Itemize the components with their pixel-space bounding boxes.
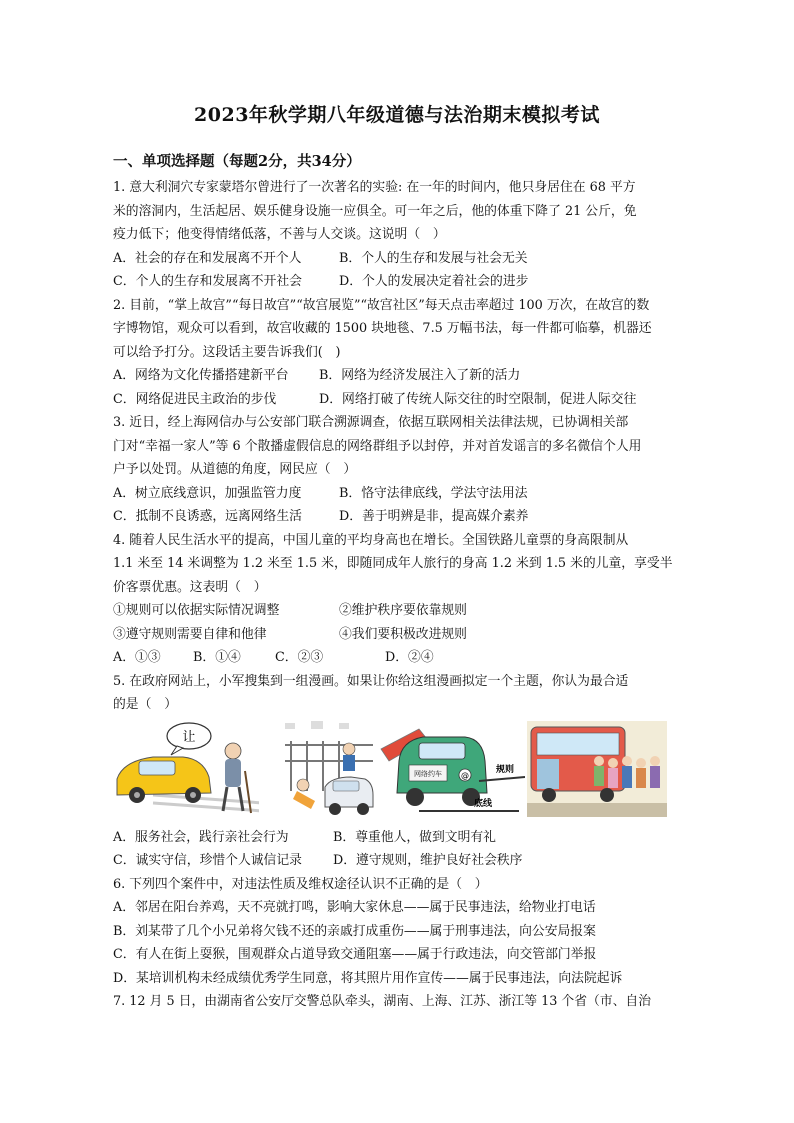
speech-bubble-text: 让 bbox=[182, 729, 196, 745]
statement-3: ③遵守规则需要自律和他律 bbox=[113, 626, 267, 642]
label-rule: 规则 bbox=[495, 764, 515, 775]
comic-taxi-yield bbox=[113, 721, 259, 817]
statement-1: ①规则可以依据实际情况调整 bbox=[113, 603, 280, 618]
question-4 bbox=[113, 529, 685, 670]
question-text: 2. 目前，“掌上故宫”“每日故宫”“故宫展览”“故宫社区”每天点击率超过 100 万次，在故宫的数 bbox=[113, 297, 650, 313]
car-sign-text: 网络约车 bbox=[414, 769, 442, 778]
question-text: 疫力低下；他变得情绪低落，不善与人交谈。这说明（ ） bbox=[113, 227, 446, 242]
option-a: A．树立底线意识，加强监管力度 bbox=[113, 485, 302, 501]
question-text: 的是（ ） bbox=[113, 697, 177, 712]
question-text: 1. 意大利洞穴专家蒙塔尔曾进行了一次著名的实验: 在一年的时间内，他只身居住在 68 平方 bbox=[113, 180, 636, 195]
option-c: C．②③ bbox=[275, 650, 324, 665]
comic-bus-queue bbox=[527, 721, 667, 817]
question-6 bbox=[113, 873, 685, 991]
option-a: A．邻居在阳台养鸡，天不亮就打鸣，影响大家休息——属于民事违法，给物业打电话 bbox=[113, 900, 596, 915]
question-text: 可以给予打分。这段话主要告诉我们( ) bbox=[113, 344, 341, 360]
option-b: B．刘某带了几个小兄弟将欠钱不还的亲戚打成重伤——属于刑事违法，向公安局报案 bbox=[113, 923, 596, 939]
option-a: A．网络为文化传播搭建新平台 bbox=[113, 368, 289, 383]
option-c: C．诚实守信，珍惜个人诚信记录 bbox=[113, 853, 302, 868]
question-1 bbox=[113, 176, 685, 294]
option-d: D．个人的发展决定着社会的进步 bbox=[339, 274, 529, 289]
option-b: B．个人的生存和发展与社会无关 bbox=[339, 250, 528, 266]
exam-content bbox=[113, 150, 685, 1014]
question-5 bbox=[113, 670, 685, 873]
option-a: A．社会的存在和发展离不开个人 bbox=[113, 250, 302, 266]
question-text: 门对“幸福一家人”等 6 个散播虚假信息的网络群组予以封停，并对首发谣言的多名微信个人用 bbox=[113, 438, 642, 454]
question-text: 字博物馆，观众可以看到，故宫收藏的 1500 块地毯、7.5 万幅书法，每一件都可临摹，机器还 bbox=[113, 321, 652, 336]
option-b: B．恪守法律底线，学法守法用法 bbox=[339, 485, 528, 501]
question-text: 1.1 米至 14 米调整为 1.2 米至 1.5 米，即随同成年人旅行的身高 1.2 米到 1.5 米的儿童，享受半 bbox=[113, 556, 673, 571]
option-d: D．遵守规则，维护良好社会秩序 bbox=[333, 853, 523, 868]
comic-strip bbox=[113, 721, 685, 821]
at-sign-icon: @ bbox=[461, 770, 469, 780]
option-c: C．抵制不良诱惑，远离网络生活 bbox=[113, 509, 302, 524]
question-text: 6. 下列四个案件中，对违法性质及维权途径认识不正确的是（ ） bbox=[113, 876, 488, 892]
option-c: C．个人的生存和发展离不开社会 bbox=[113, 274, 302, 289]
question-text: 5. 在政府网站上，小军搜集到一组漫画。如果让你给这组漫画拟定一个主题，你认为最合适 bbox=[113, 673, 629, 689]
question-text: 户予以处罚。从道德的角度，网民应（ ） bbox=[113, 462, 357, 477]
question-3 bbox=[113, 411, 685, 529]
option-b: B．尊重他人，做到文明有礼 bbox=[333, 829, 496, 845]
label-bottom-line: 底线 bbox=[473, 798, 493, 809]
option-d: D．善于明辨是非，提高媒介素养 bbox=[339, 509, 529, 524]
question-text: 价客票优惠。这表明（ ） bbox=[113, 579, 267, 595]
comic-railing-accident bbox=[281, 721, 377, 817]
option-a: A．服务社会，践行亲社会行为 bbox=[113, 829, 289, 845]
comic-ride-hailing-rules bbox=[379, 721, 525, 817]
option-d: D．②④ bbox=[385, 650, 434, 665]
option-d: D．网络打破了传统人际交往的时空限制，促进人际交往 bbox=[319, 391, 637, 407]
section-heading: 一、单项选择题（每题2分，共34分） bbox=[113, 153, 361, 170]
option-b: B．网络为经济发展注入了新的活力 bbox=[319, 368, 521, 383]
option-b: B．①④ bbox=[193, 650, 241, 665]
option-c: C．网络促进民主政治的步伐 bbox=[113, 391, 277, 407]
question-text: 3. 近日，经上海网信办与公安部门联合溯源调查，依据互联网相关法律法规，已协调相关部 bbox=[113, 415, 629, 430]
statement-2: ②维护秩序要依靠规则 bbox=[339, 603, 467, 618]
option-a: A．①③ bbox=[113, 650, 161, 665]
exam-title: 2023年秋学期八年级道德与法治期末模拟考试 bbox=[194, 104, 600, 126]
option-c: C．有人在街上耍猴，围观群众占道导致交通阻塞——属于行政违法，向交管部门举报 bbox=[113, 947, 597, 962]
option-d: D．某培训机构未经成绩优秀学生同意，将其照片用作宣传——属于民事违法，向法院起诉 bbox=[113, 970, 623, 986]
statement-4: ④我们要积极改进规则 bbox=[339, 626, 467, 642]
question-text: 4. 随着人民生活水平的提高，中国儿童的平均身高也在增长。全国铁路儿童票的身高限制从 bbox=[113, 532, 629, 548]
question-text: 7. 12 月 5 日，由湖南省公安厅交警总队牵头，湖南、上海、江苏、浙江等 13 个省（市、自治 bbox=[113, 994, 652, 1009]
question-7 bbox=[113, 990, 685, 1014]
question-2 bbox=[113, 294, 685, 412]
question-text: 米的溶洞内，生活起居、娱乐健身设施一应俱全。可一年之后，他的体重下降了 21 公斤，免 bbox=[113, 203, 637, 219]
